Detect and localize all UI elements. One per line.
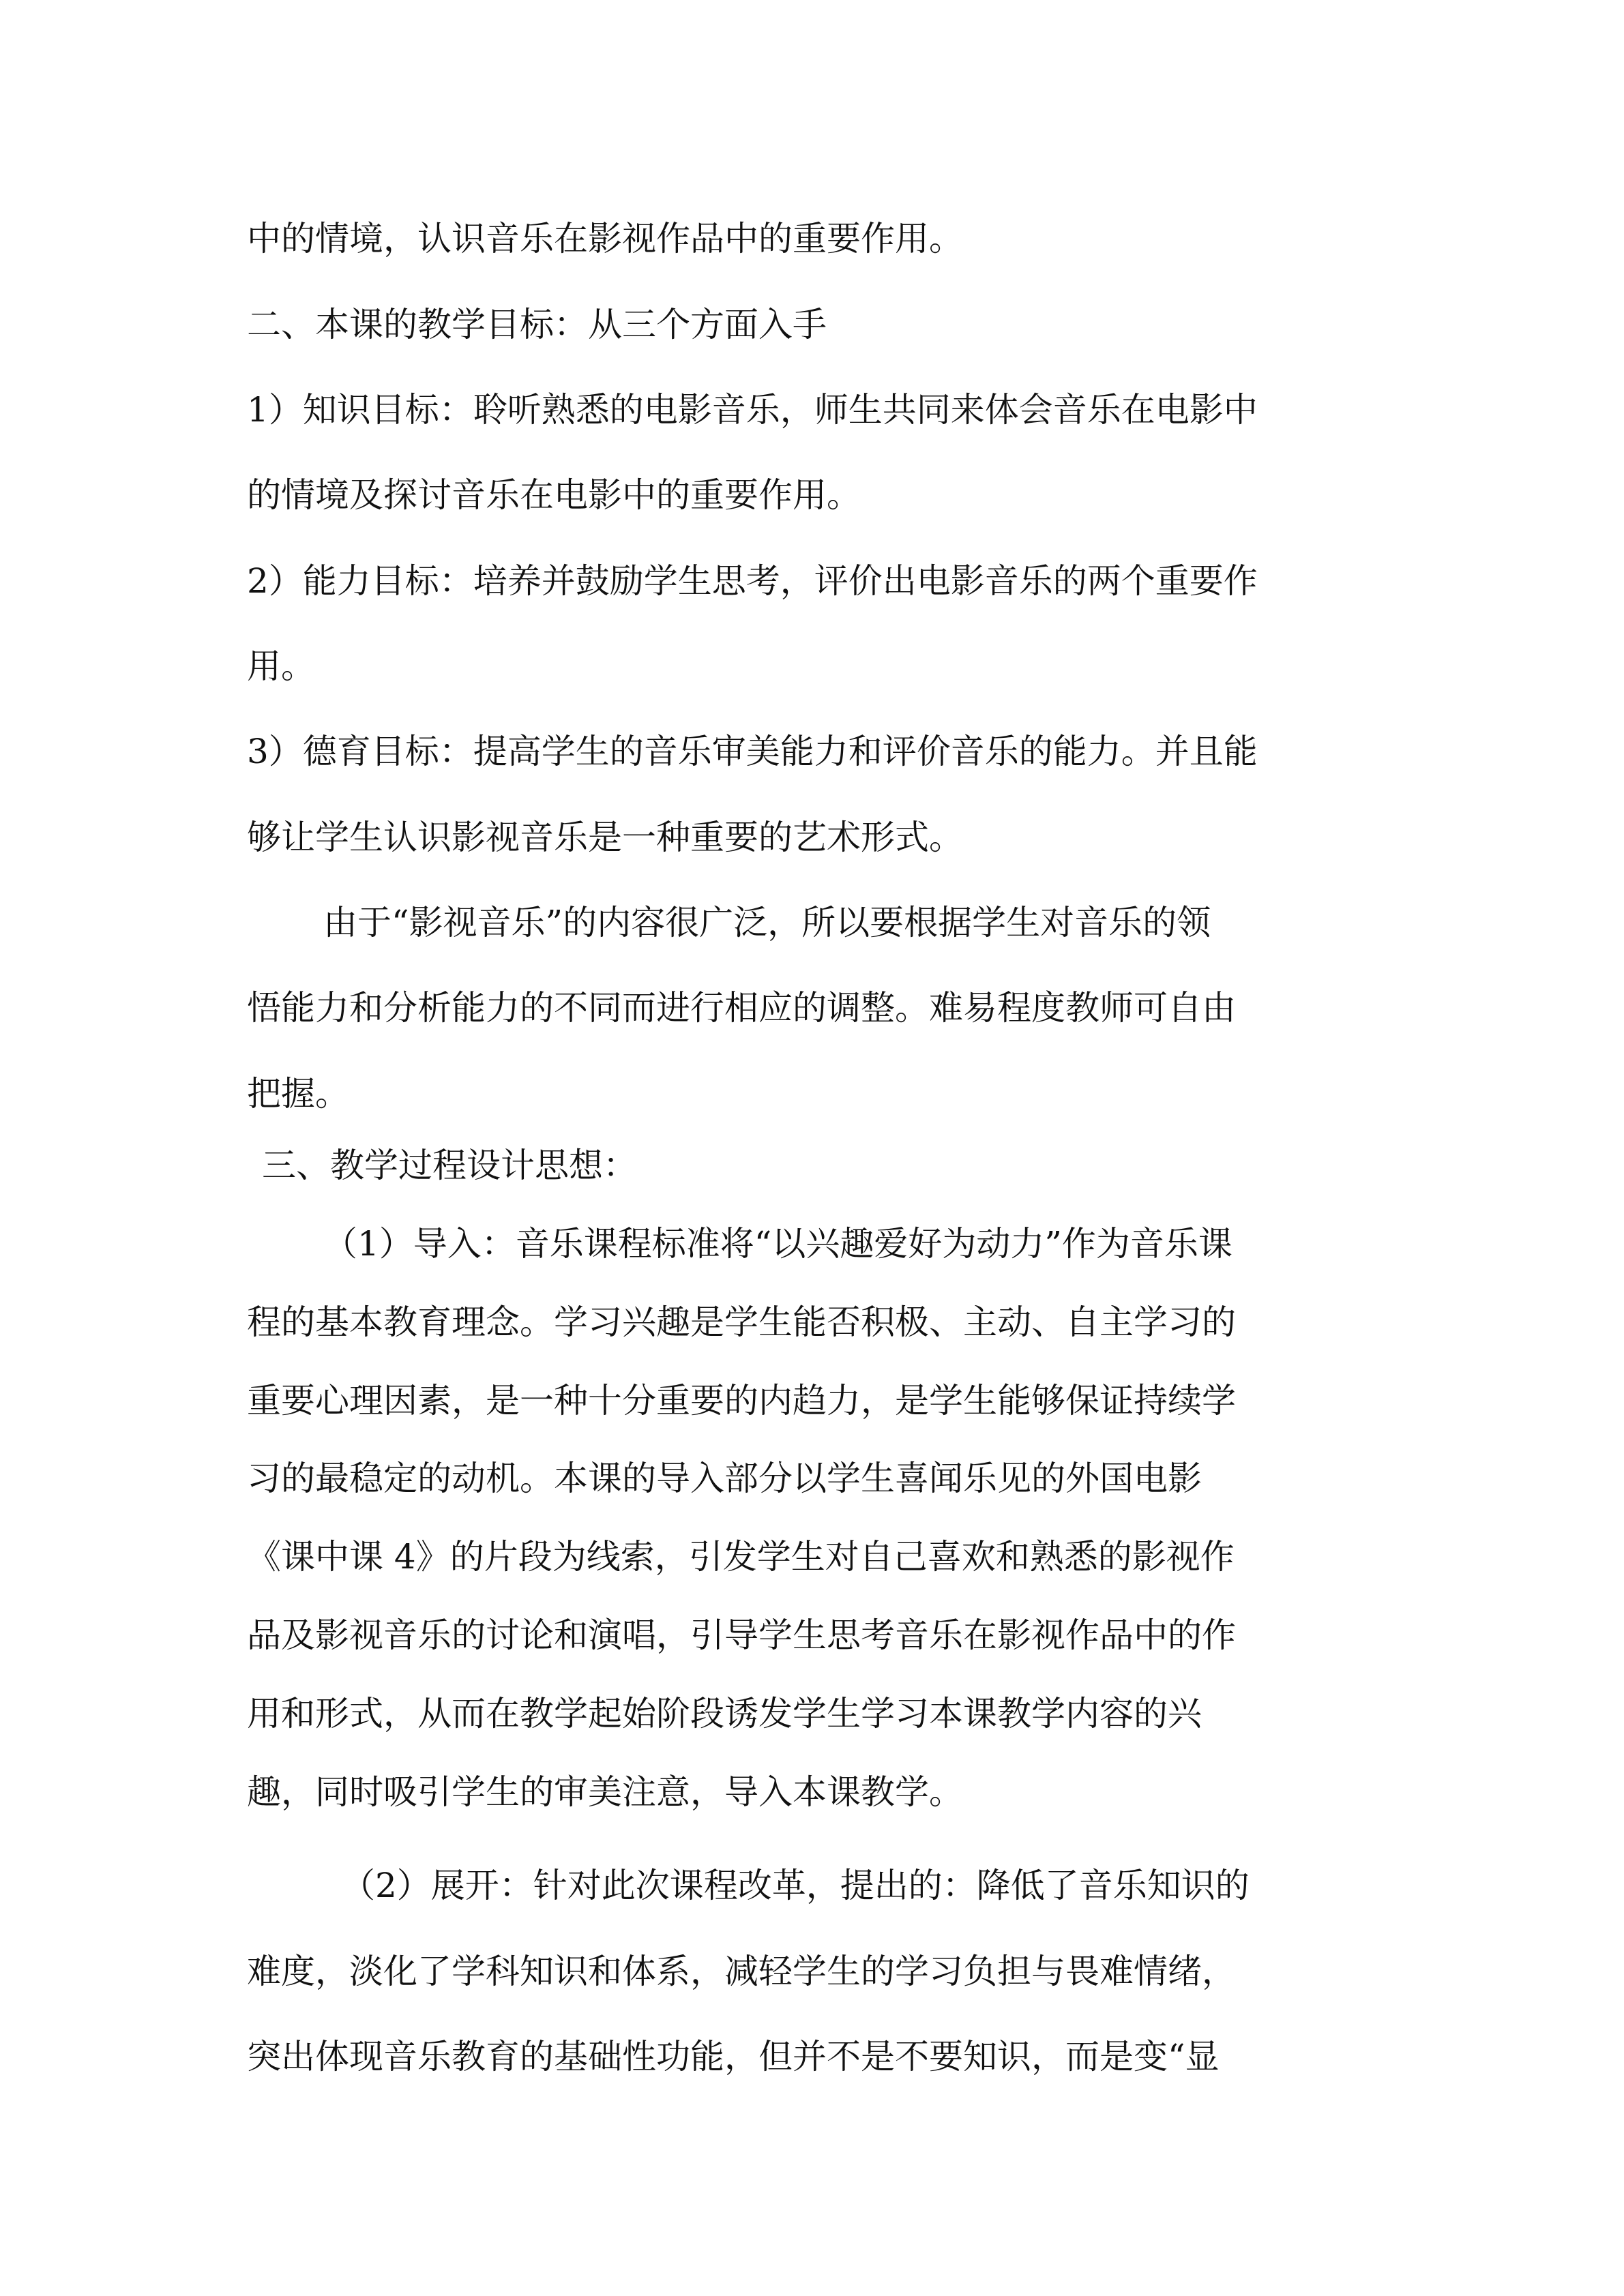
text-line: 悟能力和分析能力的不同而进行相应的调整。难易程度教师可自由 <box>247 988 1236 1028</box>
section-heading: 三、教学过程设计思想： <box>262 1146 637 1185</box>
text-line: （1）导入：音乐课程标准将“以兴趣爱好为动力”作为音乐课 <box>323 1224 1232 1264</box>
text-line: 趣，同时吸引学生的审美注意，导入本课教学。 <box>247 1772 963 1812</box>
text-line: 品及影视音乐的讨论和演唱，引导学生思考音乐在影视作品中的作 <box>247 1615 1236 1655</box>
text-line: 的情境及探讨音乐在电影中的重要作用。 <box>247 475 861 515</box>
text-line: 2）能力目标：培养并鼓励学生思考，评价出电影音乐的两个重要作 <box>247 561 1258 601</box>
text-line: 重要心理因素，是一种十分重要的内趋力，是学生能够保证持续学 <box>247 1381 1236 1420</box>
text-line: 3）德育目标：提高学生的音乐审美能力和评价音乐的能力。并且能 <box>247 732 1258 771</box>
text-line: 1）知识目标：聆听熟悉的电影音乐，师生共同来体会音乐在电影中 <box>247 390 1258 430</box>
text-line: 程的基本教育理念。学习兴趣是学生能否积极、主动、自主学习的 <box>247 1302 1236 1342</box>
section-heading: 二、本课的教学目标：从三个方面入手 <box>247 305 827 344</box>
text-line: 习的最稳定的动机。本课的导入部分以学生喜闻乐见的外国电影 <box>247 1459 1202 1498</box>
text-line: 把握。 <box>247 1074 349 1114</box>
text-line: 难度，淡化了学科知识和体系，减轻学生的学习负担与畏难情绪， <box>247 1952 1236 1991</box>
text-line: （2）展开：针对此次课程改革，提出的：降低了音乐知识的 <box>341 1866 1250 1905</box>
text-line: 由于“影视音乐”的内容很广泛，所以要根据学生对音乐的领 <box>323 903 1211 942</box>
text-line: 用和形式，从而在教学起始阶段诱发学生学习本课教学内容的兴 <box>247 1694 1202 1733</box>
text-line: 突出体现音乐教育的基础性功能，但并不是不要知识，而是变“显 <box>247 2037 1220 2076</box>
text-line: 够让学生认识影视音乐是一种重要的艺术形式。 <box>247 818 963 857</box>
text-line: 用。 <box>247 646 315 686</box>
text-line: 《课中课 4》的片段为线索，引发学生对自己喜欢和熟悉的影视作 <box>247 1537 1235 1577</box>
text-line: 中的情境，认识音乐在影视作品中的重要作用。 <box>247 219 963 258</box>
